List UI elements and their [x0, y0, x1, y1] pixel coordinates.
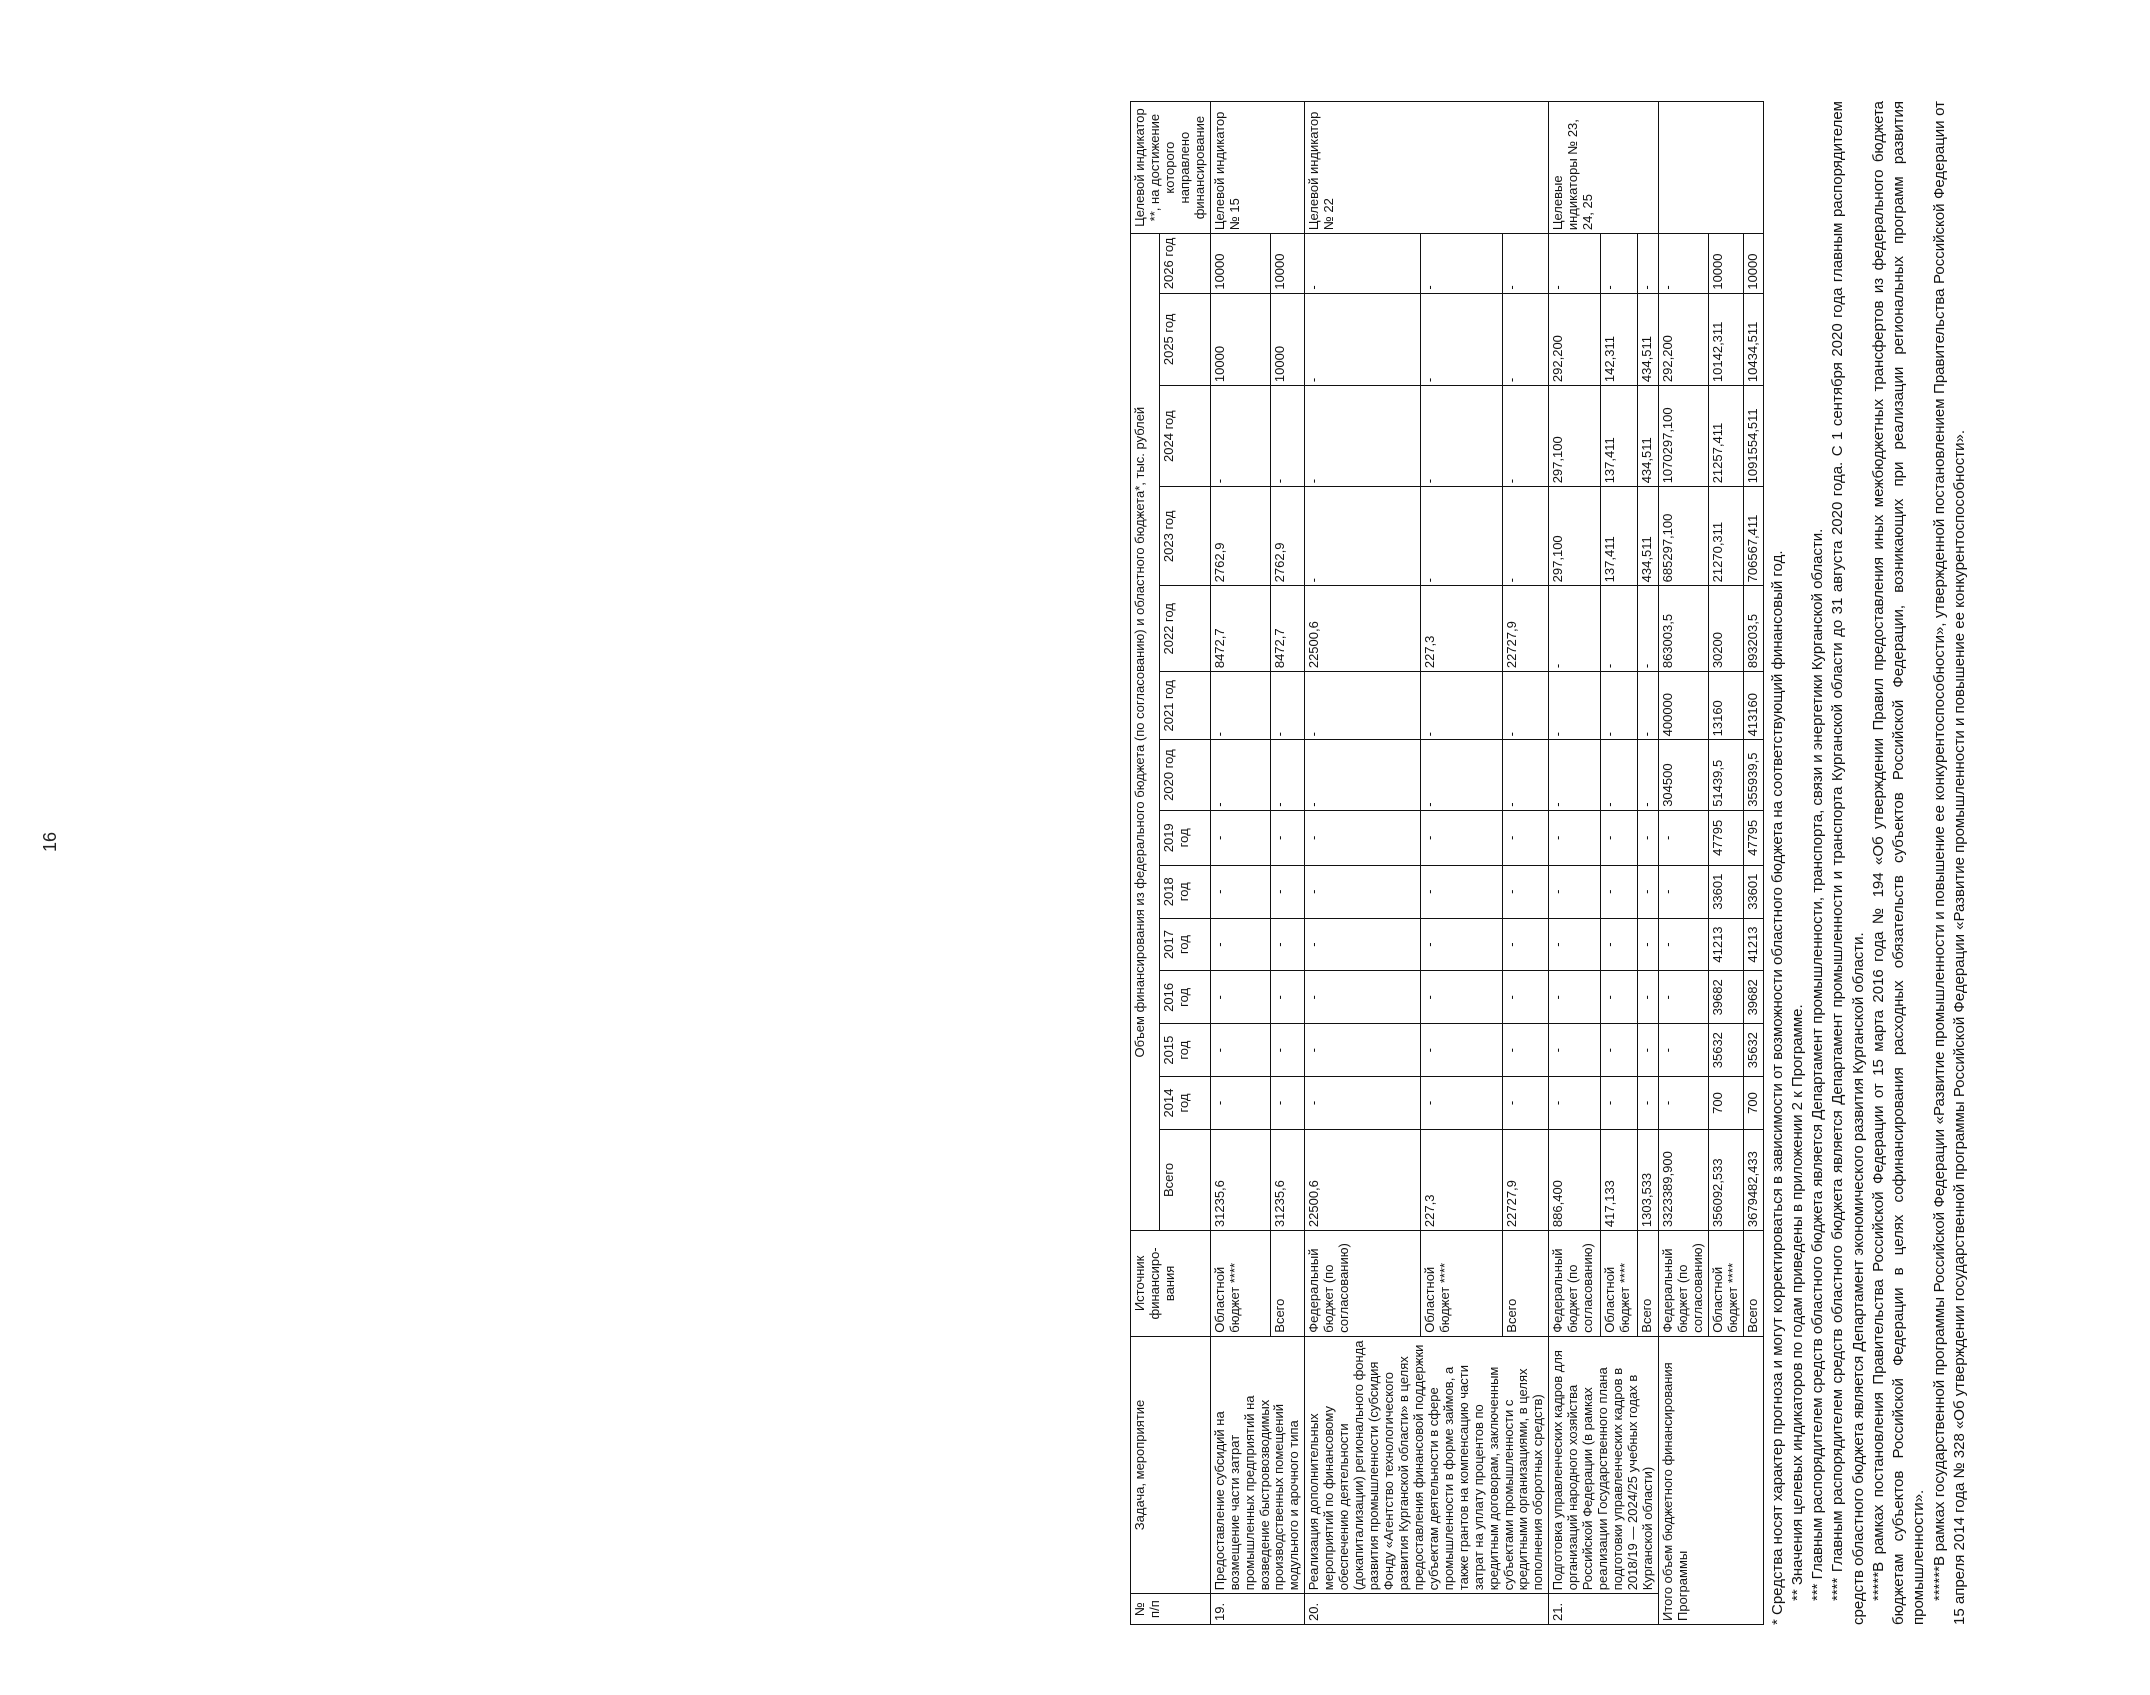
source-cell: Всего [1743, 1231, 1763, 1337]
value-cell: - [1421, 740, 1502, 810]
value-cell: - [1270, 810, 1304, 865]
value-cell: 22500,6 [1305, 586, 1421, 672]
value-cell: 10142,311 [1708, 293, 1743, 385]
value-cell: 35632 [1743, 1024, 1763, 1077]
value-cell: - [1421, 293, 1502, 385]
value-cell: 8472,7 [1210, 586, 1270, 672]
value-cell: 1091554,511 [1743, 386, 1763, 487]
value-cell: - [1305, 971, 1421, 1024]
value-cell: 292,200 [1658, 293, 1708, 385]
header-source: Источник финансиро-вания [1131, 1231, 1211, 1337]
value-cell: - [1658, 234, 1708, 294]
row-number-cell: 20. [1305, 1594, 1549, 1625]
total-cell: 227,3 [1421, 1129, 1502, 1230]
value-cell: - [1549, 810, 1601, 865]
page-number: 16 [40, 831, 60, 853]
value-cell: - [1421, 386, 1502, 487]
indicator-cell [1658, 102, 1763, 234]
value-cell: 893203,5 [1743, 586, 1763, 672]
header-year: 2018 год [1159, 865, 1210, 918]
header-year: 2024 год [1159, 386, 1210, 487]
value-cell: - [1502, 386, 1549, 487]
header-year: 2026 год [1159, 234, 1210, 294]
value-cell: - [1658, 918, 1708, 971]
source-cell: Областной бюджет **** [1210, 1231, 1270, 1337]
source-cell: Всего [1637, 1231, 1658, 1337]
source-cell: Областной бюджет **** [1601, 1231, 1638, 1337]
value-cell: 1070297,100 [1658, 386, 1708, 487]
value-cell: - [1549, 865, 1601, 918]
value-cell: 2762,9 [1210, 487, 1270, 586]
total-cell: 3679482,433 [1743, 1129, 1763, 1230]
value-cell: 39682 [1743, 971, 1763, 1024]
total-cell: 31235,6 [1210, 1129, 1270, 1230]
footnote: ******В рамках государственной программы Российской Федерации «Развитие промышленности и повышение ее конкурентоспособности», утвержденной постановлением Правительства Российской Федерации от 15 апреля 2014 года № 328 «Об утверждении государственной программы Российской Федерации «Развитие промышленности и повышение ее конкурентоспособности». [1930, 101, 1968, 1625]
value-cell: - [1637, 672, 1658, 740]
rotated-page-content [1130, 45, 2150, 1625]
value-cell: - [1637, 1077, 1658, 1130]
value-cell: - [1601, 740, 1638, 810]
value-cell: 10000 [1270, 293, 1304, 385]
value-cell: - [1637, 971, 1658, 1024]
value-cell: 700 [1708, 1077, 1743, 1130]
value-cell: - [1601, 971, 1638, 1024]
row-task-cell: Реализация дополнительных мероприятий по финансовому обеспечению деятельности (докапитализации) регионального фонда развития промышленности (субсидия Фонду «Агентство технологического развития Курганской области» в целях предоставления финансовой поддержки субъектам деятельности в сфере промышленности в форме займов, а также грантов на компенсацию части затрат на уплату процентов по кредитным договорам, заключенным субъектами промышленности с кредитными организациями, в целях пополнения оборотных средств) [1305, 1336, 1549, 1593]
value-cell: - [1502, 1024, 1549, 1077]
value-cell: 413160 [1743, 672, 1763, 740]
value-cell: - [1305, 386, 1421, 487]
value-cell: - [1658, 1024, 1708, 1077]
value-cell: - [1637, 586, 1658, 672]
source-cell: Областной бюджет **** [1421, 1231, 1502, 1337]
value-cell: - [1549, 672, 1601, 740]
value-cell: 10000 [1210, 234, 1270, 294]
value-cell: - [1637, 234, 1658, 294]
value-cell: - [1270, 740, 1304, 810]
value-cell: - [1549, 234, 1601, 294]
row-task-cell: Предоставление субсидий на возмещение части затрат промышленных предприятий на возведение быстровозводимых производственных помещений модульного и арочного типа [1210, 1336, 1305, 1593]
indicator-cell: Целевые индикаторы № 23, 24, 25 [1549, 102, 1659, 234]
value-cell: - [1502, 865, 1549, 918]
value-cell: 400000 [1658, 672, 1708, 740]
value-cell: - [1210, 672, 1270, 740]
source-cell: Областной бюджет **** [1708, 1231, 1743, 1337]
row-task-cell: Подготовка управленческих кадров для организаций народного хозяйства Российской Федерации (в рамках реализации Государственного плана подготовки управленческих кадров в 2018/19 — 2024/25 учебных годах в Курганской области) [1549, 1336, 1659, 1593]
table-row [1658, 102, 1708, 1625]
source-cell: Всего [1502, 1231, 1549, 1337]
financing-table [1130, 101, 1764, 1625]
table-body [1210, 102, 1763, 1625]
value-cell: 434,511 [1637, 293, 1658, 385]
value-cell: 297,100 [1549, 386, 1601, 487]
value-cell: 706567,411 [1743, 487, 1763, 586]
header-year: 2017 год [1159, 918, 1210, 971]
header-year: 2019 год [1159, 810, 1210, 865]
value-cell: - [1305, 293, 1421, 385]
header-task: Задача, мероприятие [1131, 1336, 1211, 1593]
value-cell: 21257,411 [1708, 386, 1743, 487]
total-cell: 417,133 [1601, 1129, 1638, 1230]
value-cell: - [1637, 865, 1658, 918]
value-cell: 700 [1743, 1077, 1763, 1130]
value-cell: - [1549, 971, 1601, 1024]
value-cell: - [1210, 1077, 1270, 1130]
value-cell: - [1502, 810, 1549, 865]
value-cell: - [1658, 865, 1708, 918]
indicator-cell: Целевой индикатор № 15 [1210, 102, 1305, 234]
value-cell: 39682 [1708, 971, 1743, 1024]
value-cell: 47795 [1708, 810, 1743, 865]
value-cell: 137,411 [1601, 386, 1638, 487]
value-cell: 863003,5 [1658, 586, 1708, 672]
total-cell: 31235,6 [1270, 1129, 1304, 1230]
value-cell: - [1549, 1077, 1601, 1130]
value-cell: - [1601, 1077, 1638, 1130]
value-cell: - [1658, 810, 1708, 865]
value-cell: - [1421, 918, 1502, 971]
value-cell: - [1270, 1077, 1304, 1130]
value-cell: - [1210, 1024, 1270, 1077]
total-cell: 3323389,900 [1658, 1129, 1708, 1230]
value-cell: - [1270, 971, 1304, 1024]
value-cell: - [1421, 487, 1502, 586]
total-cell: 356092,533 [1708, 1129, 1743, 1230]
header-year: 2023 год [1159, 487, 1210, 586]
value-cell: - [1270, 865, 1304, 918]
header-year: 2021 год [1159, 672, 1210, 740]
value-cell: - [1421, 1077, 1502, 1130]
footnote: ** Значения целевых индикаторов по годам приведены в приложении 2 к Программе. [1788, 1004, 1806, 1601]
value-cell: - [1502, 293, 1549, 385]
value-cell: 297,100 [1549, 487, 1601, 586]
source-cell: Федеральный бюджет (по согласованию) [1305, 1231, 1421, 1337]
value-cell: - [1421, 971, 1502, 1024]
source-cell: Всего [1270, 1231, 1304, 1337]
value-cell: 21270,311 [1708, 487, 1743, 586]
table-row [1305, 102, 1421, 1625]
value-cell: - [1421, 234, 1502, 294]
value-cell: - [1305, 487, 1421, 586]
footnote: *** Главным распорядителем средств областного бюджета является Департамент промышленности, транспорта, связи и энергетики Курганской области. [1809, 528, 1826, 1601]
value-cell: 434,511 [1637, 386, 1658, 487]
value-cell: 41213 [1743, 918, 1763, 971]
value-cell: - [1637, 1024, 1658, 1077]
value-cell: - [1270, 1024, 1304, 1077]
header-no: № п/п [1131, 1594, 1211, 1625]
header-volume-group: Объем финансирования из федерального бюджета (по согласованию) и областного бюджета*, тыс. рублей [1131, 234, 1160, 1231]
value-cell: - [1305, 810, 1421, 865]
value-cell: 10000 [1210, 293, 1270, 385]
value-cell: - [1601, 918, 1638, 971]
value-cell: - [1502, 1077, 1549, 1130]
value-cell: - [1421, 1024, 1502, 1077]
value-cell: - [1502, 672, 1549, 740]
value-cell: 227,3 [1421, 586, 1502, 672]
value-cell: - [1210, 810, 1270, 865]
value-cell: 292,200 [1549, 293, 1601, 385]
value-cell: - [1305, 865, 1421, 918]
source-cell: Федеральный бюджет (по согласованию) [1549, 1231, 1601, 1337]
value-cell: - [1658, 1077, 1708, 1130]
value-cell: 51439,5 [1708, 740, 1743, 810]
value-cell: 2762,9 [1270, 487, 1304, 586]
value-cell: 41213 [1708, 918, 1743, 971]
footnote: **** Главным распорядителем средств областного бюджета является Департамент промышленности и транспорта Курганской области до 31 августа 2020 года. С 1 сентября 2020 года главным распорядителем средств областного бюджета является Департамент экономического развития Курганской области. [1829, 101, 1867, 1625]
value-cell: - [1305, 740, 1421, 810]
value-cell: - [1502, 918, 1549, 971]
value-cell: - [1210, 971, 1270, 1024]
value-cell: 8472,7 [1270, 586, 1304, 672]
value-cell: 10000 [1708, 234, 1743, 294]
table-row [1210, 102, 1270, 1625]
value-cell: - [1549, 1024, 1601, 1077]
value-cell: 685297,100 [1658, 487, 1708, 586]
row-number-cell: 19. [1210, 1594, 1305, 1625]
value-cell: 33601 [1743, 865, 1763, 918]
footnotes [1768, 101, 1971, 1625]
value-cell: 10000 [1270, 234, 1304, 294]
value-cell: - [1601, 586, 1638, 672]
header-year: 2016 год [1159, 971, 1210, 1024]
header-indicator: Целевой индикатор **, на достижение которого направлено финансирование [1131, 102, 1211, 234]
value-cell: - [1549, 586, 1601, 672]
value-cell: - [1637, 918, 1658, 971]
value-cell: - [1549, 918, 1601, 971]
value-cell: - [1601, 810, 1638, 865]
table-header [1131, 102, 1211, 1625]
value-cell: - [1421, 865, 1502, 918]
value-cell: - [1421, 810, 1502, 865]
value-cell: 434,511 [1637, 487, 1658, 586]
value-cell: - [1210, 918, 1270, 971]
value-cell: - [1601, 672, 1638, 740]
table-row [1549, 102, 1601, 1625]
total-cell: 22500,6 [1305, 1129, 1421, 1230]
header-total: Всего [1159, 1129, 1210, 1230]
footnote: * Средства носят характер прогноза и могут корректироваться в зависимости от возможности областного бюджета на соответствующий финансовый год. [1768, 550, 1786, 1625]
value-cell: - [1601, 1024, 1638, 1077]
indicator-cell: Целевой индикатор № 22 [1305, 102, 1549, 234]
value-cell: - [1305, 1077, 1421, 1130]
value-cell: - [1305, 1024, 1421, 1077]
value-cell: - [1270, 918, 1304, 971]
header-year: 2014 год [1159, 1077, 1210, 1130]
value-cell: - [1502, 971, 1549, 1024]
value-cell: - [1305, 234, 1421, 294]
value-cell: - [1637, 740, 1658, 810]
value-cell: - [1210, 865, 1270, 918]
total-cell: 886,400 [1549, 1129, 1601, 1230]
value-cell: - [1270, 672, 1304, 740]
value-cell: - [1305, 918, 1421, 971]
value-cell: 47795 [1743, 810, 1763, 865]
value-cell: 355939,5 [1743, 740, 1763, 810]
header-year: 2015 год [1159, 1024, 1210, 1077]
row-task-cell: Итого объем бюджетного финансирования Программы [1658, 1336, 1763, 1624]
value-cell: 304500 [1658, 740, 1708, 810]
value-cell: - [1502, 487, 1549, 586]
footnote: *****В рамках постановления Правительства Российской Федерации от 15 марта 2016 года № 194 «Об утверждении Правил предоставления иных межбюджетных трансфертов из федерального бюджета бюджетам субъектов Российской Федерации в целях софинансирования расходных обязательств субъектов Российской Федерации, возникающих при реализации региональных программ развития промышленности». [1869, 101, 1928, 1625]
value-cell: - [1210, 740, 1270, 810]
value-cell: 142,311 [1601, 293, 1638, 385]
value-cell: - [1210, 386, 1270, 487]
value-cell: 30200 [1708, 586, 1743, 672]
value-cell: - [1549, 740, 1601, 810]
total-cell: 1303,533 [1637, 1129, 1658, 1230]
value-cell: - [1601, 865, 1638, 918]
value-cell: - [1502, 740, 1549, 810]
row-number-cell: 21. [1549, 1594, 1659, 1625]
value-cell: - [1421, 672, 1502, 740]
value-cell: 137,411 [1601, 487, 1638, 586]
header-year: 2020 год [1159, 740, 1210, 810]
value-cell: - [1601, 234, 1638, 294]
value-cell: - [1502, 234, 1549, 294]
value-cell: 33601 [1708, 865, 1743, 918]
value-cell: - [1637, 810, 1658, 865]
source-cell: Федеральный бюджет (по согласованию) [1658, 1231, 1708, 1337]
header-year: 2025 год [1159, 293, 1210, 385]
value-cell: 10434,511 [1743, 293, 1763, 385]
value-cell: - [1305, 672, 1421, 740]
value-cell: - [1658, 971, 1708, 1024]
value-cell: 13160 [1708, 672, 1743, 740]
value-cell: 35632 [1708, 1024, 1743, 1077]
value-cell: 10000 [1743, 234, 1763, 294]
value-cell: - [1270, 386, 1304, 487]
total-cell: 22727,9 [1502, 1129, 1549, 1230]
header-year: 2022 год [1159, 586, 1210, 672]
value-cell: 22727,9 [1502, 586, 1549, 672]
